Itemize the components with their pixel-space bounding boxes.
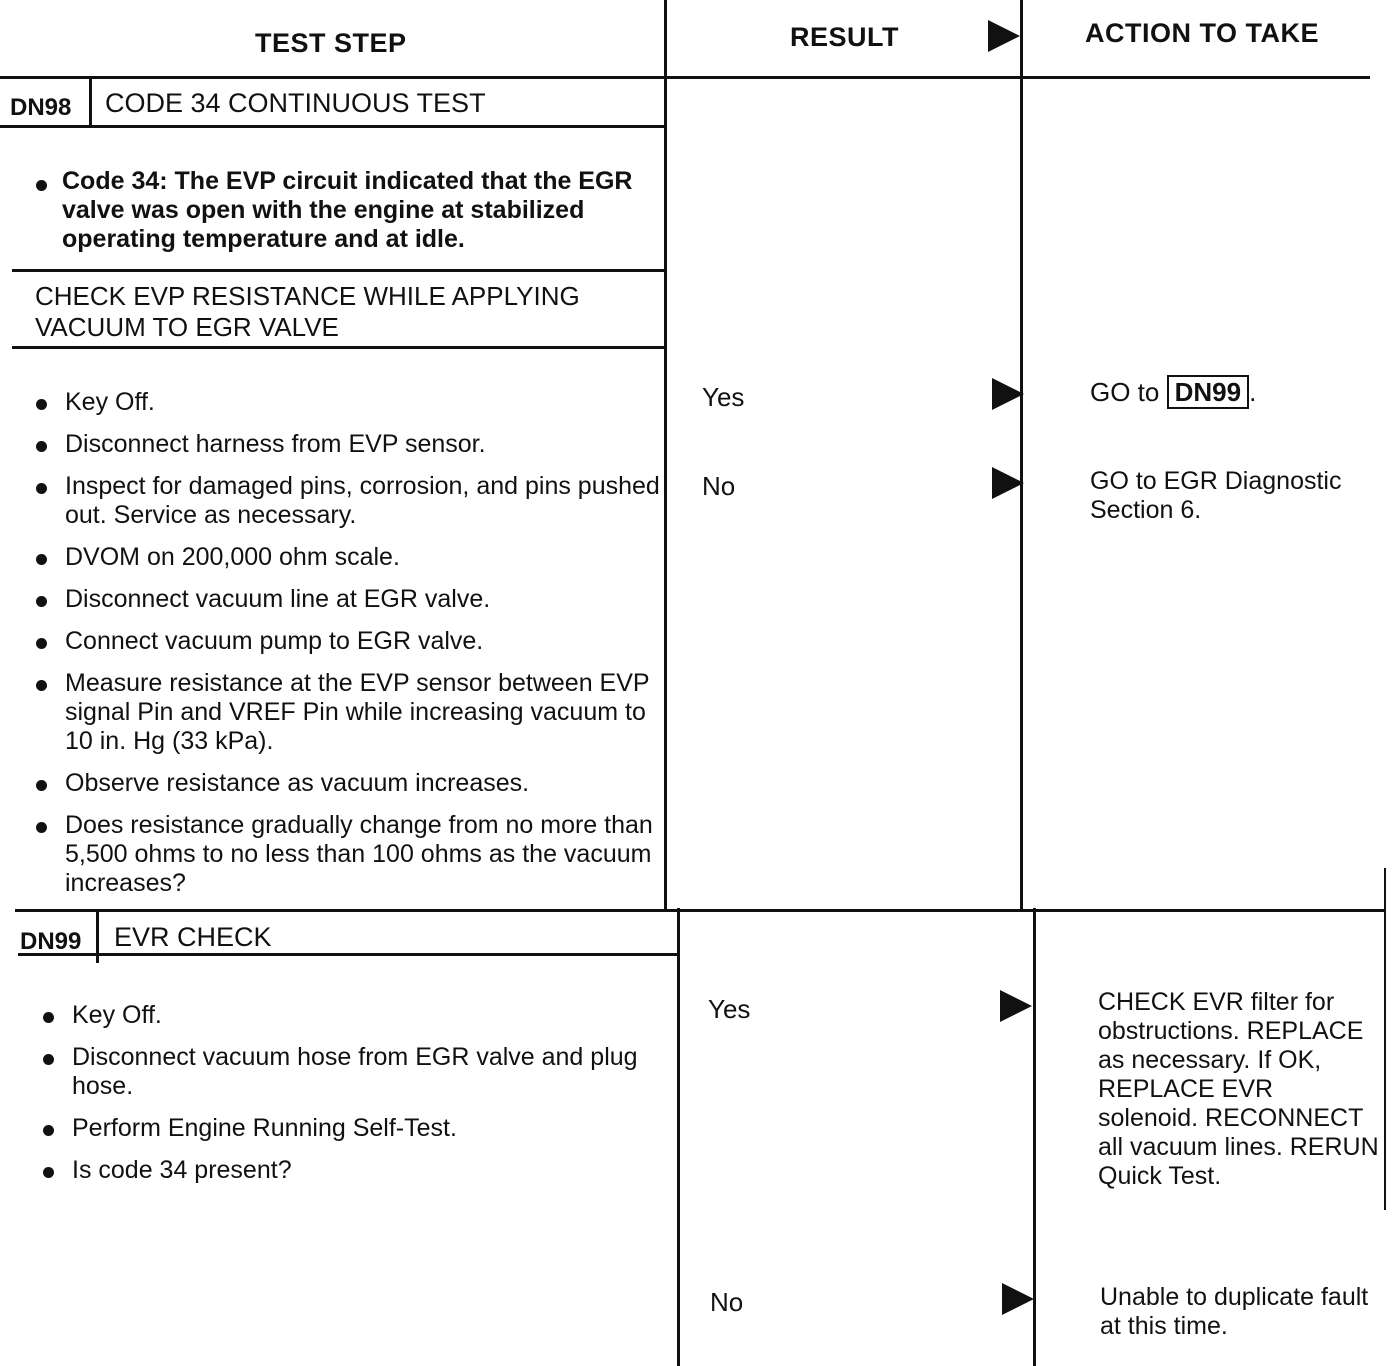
dn98-code-divider <box>89 78 92 127</box>
dn98-desc-bullet <box>36 180 47 191</box>
list-item: Inspect for damaged pins, corrosion, and pins pushed out. Service as necessary. <box>33 472 661 530</box>
dn98-code: DN98 <box>10 94 72 121</box>
divider-step-result <box>664 0 667 912</box>
dn99-reference-link[interactable]: DN99 <box>1167 375 1249 409</box>
arrow-icon <box>992 378 1024 410</box>
list-item: Key Off. <box>40 1001 645 1030</box>
dn98-check-title: CHECK EVP RESISTANCE WHILE APPLYING VACUUM TO EGR VALVE <box>35 281 580 342</box>
dn99-title-rule-bottom <box>18 953 678 956</box>
dn99-result-yes: Yes <box>708 994 751 1024</box>
header-test-step: TEST STEP <box>255 28 407 58</box>
dn98-description: Code 34: The EVP circuit indicated that the EGR valve was open with the engine at stabilized operating temperature and at idle. <box>62 167 633 253</box>
dn98-action-yes-prefix: GO to <box>1090 377 1160 407</box>
divider-step-result-lower <box>677 908 680 1366</box>
right-edge-mark <box>1384 868 1386 1210</box>
dn98-title-rule-bottom <box>0 125 666 128</box>
list-item: Disconnect vacuum line at EGR valve. <box>33 585 661 614</box>
list-item: Perform Engine Running Self-Test. <box>40 1114 645 1143</box>
dn98-title: CODE 34 CONTINUOUS TEST <box>105 88 486 118</box>
header-result: RESULT <box>790 22 899 52</box>
arrow-icon <box>1002 1283 1034 1315</box>
dn98-result-yes: Yes <box>702 382 745 412</box>
dn98-action-yes-suffix: . <box>1249 377 1257 407</box>
dn98-step-list <box>33 388 661 911</box>
dn98-action-no: GO to EGR Diagnostic Section 6. <box>1090 467 1342 524</box>
list-item: Is code 34 present? <box>40 1156 645 1185</box>
list-item: Observe resistance as vacuum increases. <box>33 769 661 798</box>
divider-result-action <box>1020 0 1023 912</box>
dn99-result-no: No <box>710 1287 744 1317</box>
dn99-title: EVR CHECK <box>114 922 272 952</box>
list-item: Connect vacuum pump to EGR valve. <box>33 627 661 656</box>
dn98-result-no: No <box>702 471 736 501</box>
arrow-icon <box>1000 990 1032 1022</box>
dn98-check-rule <box>12 346 667 349</box>
list-item: Disconnect vacuum hose from EGR valve and plug hose. <box>40 1043 645 1101</box>
list-item: Measure resistance at the EVP sensor between EVP signal Pin and VREF Pin while increasing vacuum to 10 in. Hg (33 kPa). <box>33 669 661 756</box>
dn99-action-yes: CHECK EVR filter for obstructions. REPLACE as necessary. If OK, REPLACE EVR solenoid. RECONNECT all vacuum lines. RERUN Quick Test. <box>1098 988 1379 1190</box>
dn98-action-yes <box>1090 378 1256 407</box>
header-rule <box>0 76 1370 79</box>
dn99-code: DN99 <box>20 928 82 955</box>
arrow-icon <box>992 467 1024 499</box>
dn98-desc-rule <box>12 269 667 272</box>
header-action: ACTION TO TAKE <box>1085 18 1319 48</box>
list-item: DVOM on 200,000 ohm scale. <box>33 543 661 572</box>
dn99-action-no: Unable to duplicate fault at this time. <box>1100 1283 1369 1340</box>
list-item: Disconnect harness from EVP sensor. <box>33 430 661 459</box>
header-arrow-icon <box>988 20 1020 52</box>
list-item: Key Off. <box>33 388 661 417</box>
dn99-step-list <box>40 1001 645 1198</box>
list-item: Does resistance gradually change from no more than 5,500 ohms to no less than 100 ohms as the vacuum increases? <box>33 811 661 898</box>
